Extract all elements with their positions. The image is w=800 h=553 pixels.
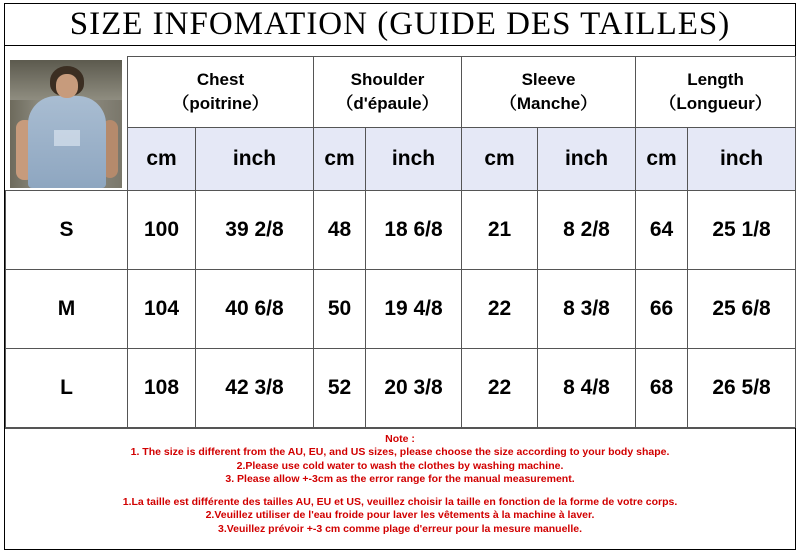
unit-cm: cm <box>636 128 688 191</box>
table-cell: 18 6/8 <box>366 191 462 270</box>
table-cell: 64 <box>636 191 688 270</box>
unit-cm: cm <box>462 128 538 191</box>
unit-inch: inch <box>196 128 314 191</box>
note-fr-line: 2.Veuillez utiliser de l'eau froide pour laver les vêtements à la machine à laver. <box>205 509 595 522</box>
size-label: M <box>6 270 128 349</box>
header-chest: Chest （poitrine） <box>128 57 314 128</box>
unit-cm: cm <box>128 128 196 191</box>
unit-inch: inch <box>688 128 796 191</box>
measurement-header-row <box>6 57 796 128</box>
table-cell: 21 <box>462 191 538 270</box>
note-fr-line: 3.Veuillez prévoir +-3 cm comme plage d'erreur pour la mesure manuelle. <box>217 522 582 535</box>
header-sleeve: Sleeve （Manche） <box>462 57 636 128</box>
table-cell: 8 3/8 <box>538 270 636 349</box>
table-cell: 25 1/8 <box>688 191 796 270</box>
note-fr-line: 1.La taille est différente des tailles AU, EU et US, veuillez choisir la taille en fonction de la forme de votre corps. <box>122 496 678 509</box>
table-row <box>6 191 796 270</box>
header-length: Length （Longueur） <box>636 57 796 128</box>
table-cell: 8 4/8 <box>538 349 636 428</box>
table-cell: 108 <box>128 349 196 428</box>
size-table <box>5 56 796 428</box>
table-cell: 100 <box>128 191 196 270</box>
table-row <box>6 270 796 349</box>
note-section <box>5 428 795 550</box>
table-cell: 50 <box>314 270 366 349</box>
header-shoulder: Shoulder （d'épaule） <box>314 57 462 128</box>
table-cell: 19 4/8 <box>366 270 462 349</box>
note-en-line: 2.Please use cold water to wash the clothes by washing machine. <box>236 459 564 472</box>
unit-cm: cm <box>314 128 366 191</box>
table-cell: 22 <box>462 270 538 349</box>
table-cell: 39 2/8 <box>196 191 314 270</box>
size-label: S <box>6 191 128 270</box>
table-cell: 68 <box>636 349 688 428</box>
note-en-line: 3. Please allow +-3cm as the error range for the manual measurement. <box>225 472 575 485</box>
table-cell: 20 3/8 <box>366 349 462 428</box>
unit-inch: inch <box>538 128 636 191</box>
table-cell: 52 <box>314 349 366 428</box>
table-cell: 8 2/8 <box>538 191 636 270</box>
unit-inch: inch <box>366 128 462 191</box>
table-cell: 48 <box>314 191 366 270</box>
page-title: SIZE INFOMATION (GUIDE DES TAILLES) <box>5 4 795 46</box>
table-cell: 66 <box>636 270 688 349</box>
table-row <box>6 349 796 428</box>
table-cell: 22 <box>462 349 538 428</box>
table-cell: 40 6/8 <box>196 270 314 349</box>
photo-cell <box>6 57 128 191</box>
table-cell: 104 <box>128 270 196 349</box>
table-cell: 26 5/8 <box>688 349 796 428</box>
note-label: Note : <box>385 433 415 445</box>
model-tshirt-photo-icon <box>10 60 122 188</box>
table-cell: 25 6/8 <box>688 270 796 349</box>
size-label: L <box>6 349 128 428</box>
size-chart <box>4 3 796 550</box>
note-en-line: 1. The size is different from the AU, EU, and US sizes, please choose the size according to your body shape. <box>130 446 670 459</box>
table-cell: 42 3/8 <box>196 349 314 428</box>
